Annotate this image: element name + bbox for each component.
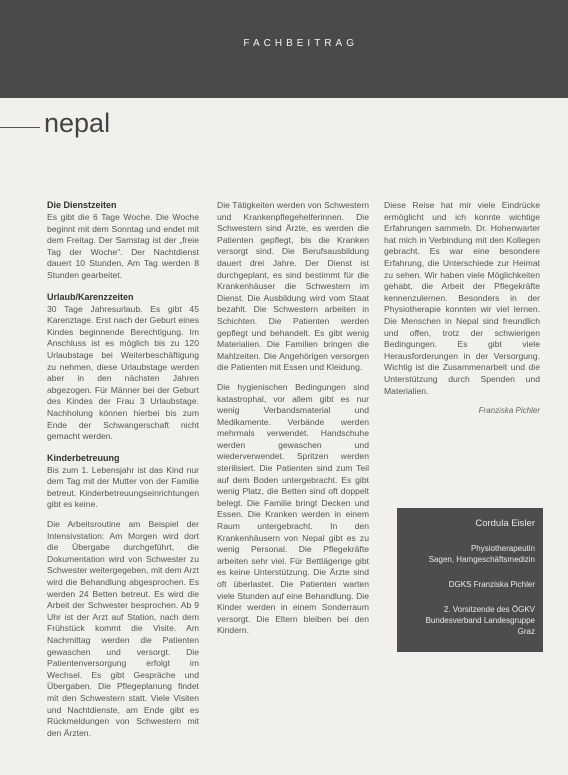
second-author-name: DGKS Franziska Pichler	[448, 580, 535, 589]
author-infobox	[397, 508, 543, 652]
author-role-line: 2. Vorsitzende des ÖGKV	[443, 605, 535, 614]
paragraph: 30 Tage Jahresurlaub. Es gibt 45 Karenztage. Erst nach der Geburt eines Kindes beginnende Berechtigung. Im Anschluss ist es möglich bis zu 120 Urlaubstage bei Weiterbeschäftigung zu nehmen, diese Urlaubstage werden aber in den nächsten Jahren abgezogen. Für Männer bei der Geburt des Kindes der Frau 3 Urlaubstage. Nachholung können hierbei bis zum Ende der Schwangerschaft nicht gemacht werden.	[47, 303, 199, 442]
page-title: nepal	[44, 108, 111, 138]
paragraph: Bis zum 1. Lebensjahr ist das Kind nur dem Tag mit der Mutter von der Familie betreut. Kinderbetreuungseinrichtungen gibt es keine.	[47, 464, 199, 510]
column-3	[384, 200, 540, 417]
section-heading: Urlaub/Karenzzeiten	[47, 291, 134, 302]
author-role-line: Graz	[517, 627, 535, 636]
author-role-line: Bundesverband Landesgruppe	[425, 616, 535, 625]
column-1	[47, 200, 199, 747]
title-rule	[0, 127, 40, 128]
second-author-role-block	[397, 604, 535, 637]
author-role-block	[397, 543, 535, 565]
author-role-line: Physiotherapeutin	[470, 544, 535, 553]
paragraph: Die hygienischen Bedingungen sind katastrophal, vor allem gibt es nur wenig Verbandsmaterial und Medikamente. Verbände werden mehrmals verwendet. Handschuhe werden gewaschen und wiederverwendet. Spritzen werden sterilisiert. Die Patienten sind zum Teil auf dem Boden untergebracht. Es gibt wenig Platz, die Betten sind oft doppelt belegt. Die Familie bringt Decken und Essen. Die Kranken werden in einem Raum untergebracht. In den Krankenhäusern von Nepal gibt es zu wenig Personal. Die Pflegekräfte arbeiten sehr viel. Für Bettlägerige gibt es keine Unterstützung. Die Ärzte sind oft überlastet. Die Patienten warten viele Stunden auf eine Behandlung. Die Kinder werden in einem Sonderraum versorgt. Die Eltern bleiben bei den Kindern.	[217, 381, 369, 636]
paragraph: Die Arbeitsroutine am Beispiel der Intensivstation: Am Morgen wird dort die Übergabe durchgeführt, die Dokumentation wird von Schwester zu Schwester weitergegeben, mit dem Arzt wird die Behandlung abgesprochen. Es werden 24 Betten betreut. Es wird die Arbeit der Schwester besprochen. Ab 9 Uhr ist der Arzt auf Station, nach dem Frühstück kommt die Visite. Am Nachmittag werden die Patienten gewaschen und versorgt. Die Patientenversorgung erfolgt im Wechsel. Es gibt Gespräche und Übergaben. Die Pflegeplanung findet mit den Schwestern statt. Viele Visiten und Nachtdienste, am Ende gibt es Rückmeldungen von Schwestern mit den Ärzten.	[47, 519, 199, 738]
author-credit: Franziska Pichler	[478, 406, 540, 416]
paragraph: Die Tätigkeiten werden von Schwestern und Krankenpflegehelferinnen. Die Schwestern sind Ärzte, es werden die Patienten gepflegt, bis die Kranken versorgt sind. Die Berufsausbildung dauert drei Jahre. Der Dienst ist durchgeplant, es sind bestimmt für die Krankenhäuser die Schwestern im Dienst. Die Ausbildung wird vom Staat bezahlt. Die Schwestern arbeiten in Schichten. Die Patienten werden gepflegt und behandelt. Es gibt wenig Materialien. Die Familien bringen die Mahlzeiten. Die Angehörigen versorgen die Patienten mit Essen und Kleidung.	[217, 200, 369, 373]
author-role-line: Sagen, Hamgeschäftsmedizin	[428, 555, 535, 564]
header-bar	[0, 0, 568, 98]
section-heading: Kinderbetreuung	[47, 452, 120, 463]
paragraph: Diese Reise hat mir viele Eindrücke ermöglicht und ich konnte wichtige Erfahrungen sammeln. Dr. Hohenwarter hat mich in Verbindung mit den Kollegen gebracht. Es war eine besondere Erfahrung, die Unterschiede zur Heimat zu sehen. Wir haben viele Möglichkeiten gehabt, die Arbeit der Pflegekräfte kennenzulernen. Besonders in der Physiotherapie konnten wir viel lernen. Die Menschen in Nepal sind freundlich und offen, trotz der schwierigen Bedingungen. Es gibt viele Herausforderungen in der Versorgung. Wichtig ist die Zusammenarbeit und die Unterstützung durch Spenden und Materialien.	[384, 200, 540, 396]
section-label: FACHBEITRAG	[243, 38, 358, 49]
paragraph: Es gibt die 6 Tage Woche. Die Woche beginnt mit dem Sonntag und endet mit dem Freitag. Der Samstag ist der „freie Tag der Woche“. Der Nachtdienst dauert 10 Stunden, Am Tag werden 8 Stunden gearbeitet.	[47, 212, 199, 280]
column-2	[217, 200, 369, 645]
author-name: Cordula Eisler	[475, 518, 535, 529]
section-heading: Die Dienstzeiten	[47, 200, 117, 210]
